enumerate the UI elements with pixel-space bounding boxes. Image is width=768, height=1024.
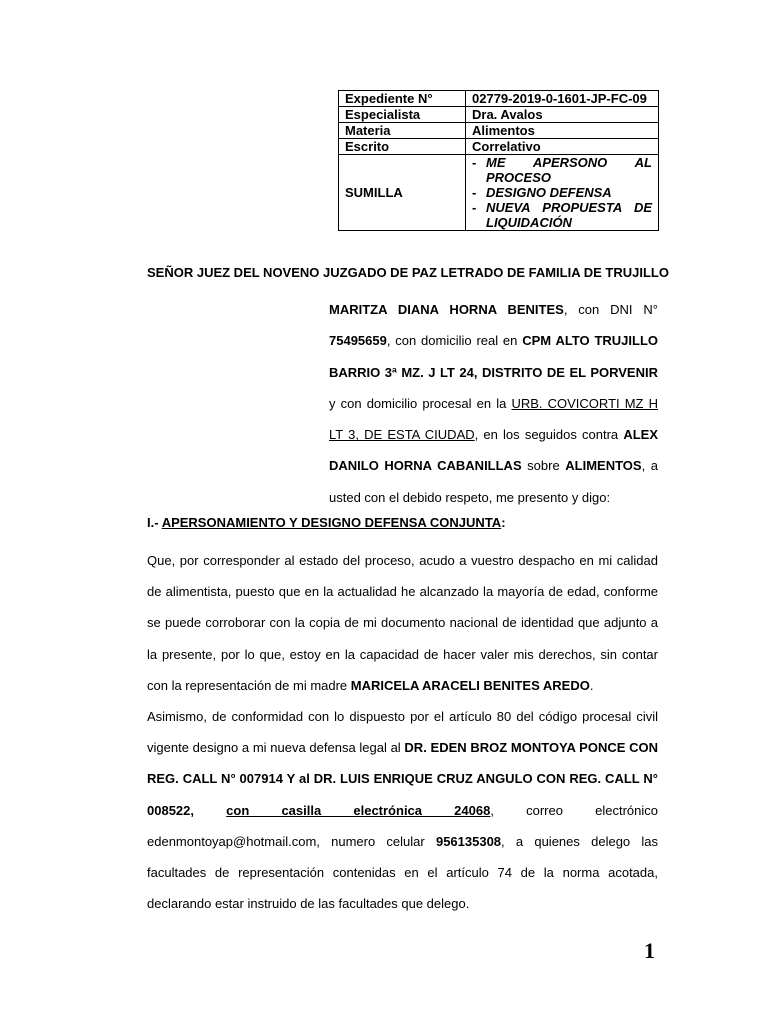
electronic-box: con casilla electrónica 24068 bbox=[226, 802, 491, 818]
header-value: 02779-2019-0-1601-JP-FC-09 bbox=[466, 91, 659, 107]
section-prefix: I.- bbox=[147, 515, 162, 530]
dni-number: 75495659 bbox=[329, 333, 387, 349]
section-suffix: : bbox=[501, 515, 506, 530]
header-row-sumilla bbox=[339, 155, 659, 231]
header-row-materia bbox=[339, 123, 659, 139]
list-dash: - bbox=[472, 155, 477, 170]
header-label: Escrito bbox=[339, 139, 466, 155]
addressee-line: SEÑOR JUEZ DEL NOVENO JUZGADO DE PAZ LETRADO DE FAMILIA DE TRUJILLO bbox=[147, 265, 669, 280]
sumilla-item bbox=[472, 200, 652, 230]
sumilla-item bbox=[472, 185, 652, 200]
list-dash: - bbox=[472, 200, 477, 215]
lawyers-names: DR. EDEN BROZ MONTOYA PONCE CON REG. CALL N° 007914 Y al DR. LUIS ENRIQUE CRUZ ANGULO CON REG. CALL N° 008522, bbox=[147, 740, 658, 818]
header-row-escrito bbox=[339, 139, 659, 155]
sumilla-cell bbox=[466, 155, 659, 231]
case-matter: ALIMENTOS bbox=[565, 458, 642, 474]
paragraph-text: Que, por corresponder al estado del proceso, acudo a vuestro despacho en mi calidad de alimentista, puesto que en la actualidad he alcanzado la mayoría de edad, conforme se puede corroborar con la copia de mi documento nacional de identidad que adjunto a la presente, por lo que, estoy en la capacidad de hacer valer mis derechos, sin contar con la representación de mi madre bbox=[147, 553, 658, 693]
sumilla-item-text: DESIGNO DEFENSA bbox=[486, 185, 612, 200]
intro-text: , en los seguidos contra bbox=[474, 427, 624, 443]
intro-text: , con domicilio real en bbox=[386, 333, 523, 349]
header-label: Materia bbox=[339, 123, 466, 139]
petitioner-name: MARITZA DIANA HORNA BENITES bbox=[329, 302, 564, 317]
real-address: CPM ALTO TRUJILLO BARRIO 3ª MZ. J LT 24, DISTRITO DE EL PORVENIR bbox=[329, 333, 658, 380]
defendant-name: ALEX DANILO HORNA CABANILLAS bbox=[329, 427, 658, 474]
header-label: Especialista bbox=[339, 107, 466, 123]
paragraph-2 bbox=[147, 701, 658, 919]
sumilla-item-text: ME APERSONO AL PROCESO bbox=[486, 155, 652, 185]
header-row-especialista bbox=[339, 107, 659, 123]
procedural-address: URB. COVICORTI MZ H LT 3, DE ESTA CIUDAD bbox=[329, 395, 659, 443]
sumilla-item-text: NUEVA PROPUESTA DE LIQUIDACIÓN bbox=[486, 200, 652, 230]
case-header-table bbox=[338, 90, 659, 231]
sumilla-list bbox=[472, 155, 652, 230]
page-number: 1 bbox=[644, 938, 655, 963]
intro-text: , con DNI N° bbox=[563, 302, 658, 317]
petitioner-intro bbox=[329, 294, 658, 513]
sumilla-label: SUMILLA bbox=[339, 155, 466, 231]
paragraph-1 bbox=[147, 545, 658, 701]
paragraph-text: , correo electrónico edenmontoyap@hotmail.com, numero celular bbox=[147, 802, 658, 849]
mother-name: MARICELA ARACELI BENITES AREDO bbox=[350, 677, 590, 693]
intro-text: , a usted con el debido respeto, me presento y digo: bbox=[329, 458, 658, 505]
intro-text: sobre bbox=[521, 458, 566, 474]
paragraph-text bbox=[194, 803, 226, 818]
phone-number: 956135308 bbox=[435, 833, 502, 849]
section-heading bbox=[147, 515, 506, 530]
header-value: Correlativo bbox=[466, 139, 659, 155]
paragraph-text: . bbox=[589, 677, 594, 693]
paragraph-text: , a quienes delego las facultades de representación contenidas en el artículo 74 de la norma acotada, declarando estar instruido de las facultades que delego. bbox=[147, 833, 659, 912]
header-value: Alimentos bbox=[466, 123, 659, 139]
paragraph-text: Asimismo, de conformidad con lo dispuesto por el artículo 80 del código procesal civil vigente designo a mi nueva defensa legal al bbox=[147, 709, 658, 756]
list-dash: - bbox=[472, 185, 477, 200]
header-value: Dra. Avalos bbox=[466, 107, 659, 123]
sumilla-item bbox=[472, 155, 652, 185]
header-row-expediente bbox=[339, 91, 659, 107]
section-title-text: APERSONAMIENTO Y DESIGNO DEFENSA CONJUNTA bbox=[161, 515, 502, 530]
body-text bbox=[147, 545, 658, 919]
header-label: Expediente N° bbox=[339, 91, 466, 107]
intro-text: y con domicilio procesal en la bbox=[329, 395, 512, 411]
